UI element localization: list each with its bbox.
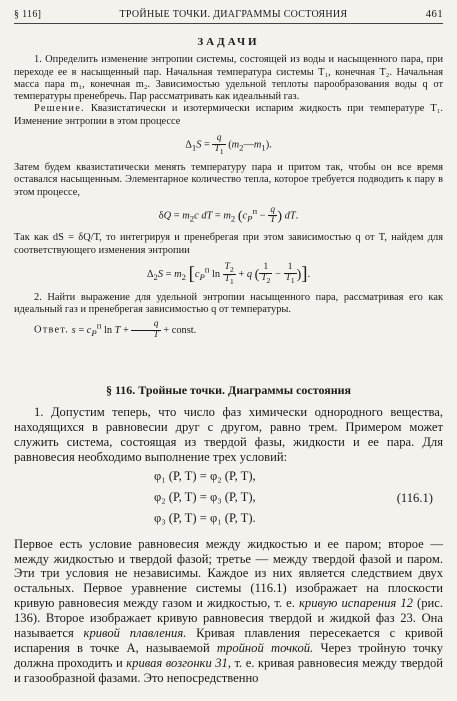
solution-text: Квазистатически и изотермически испарим жидкость при температуре T₁. Изменение энтропии в этом процессе [14,103,443,127]
text-integration: Так как dS = δQ/T, то интегрируя и пренебрегая при этом зависимостью q от T, найдем для соответствующего изменения энтропии [14,232,443,256]
section-paragraph-2 [14,537,443,686]
equation-system-116-1 [14,469,443,533]
para2-part-d: Через тройную точку должна проходить и [14,640,443,670]
term-evaporation-curve: кривую испарения 12 [299,596,413,611]
equation-delta1-s: $\Delta_1S$ = $\frac{q}{T_1}$ $(m_2—m_1)$. [185,133,272,156]
answer-line [14,319,443,340]
equation-line-2: φ₂ (P, T) = φ₃ (P, T), [154,489,256,504]
para2-part-a: Первое есть условие равновесия между жидкостью и ее паром; второе — между жидкостью и твердой фазой; третье — между твердой фазой и паром. Эти три условия не независимы. Каждое из них является следствием двух остальных. Первое уравнение системы (116.1) изображает на плоскости кривую равновесия между газом и жидкостью, т. е. [14,536,443,611]
problem-1-text: 1. Определить изменение энтропии системы, состоящей из воды и насыщенного пара, при переходе ее в насыщенный пар. Начальная температура системы T₁, конечная T₂. Начальная масса пара m₁, конечная m₂. Зависимостью удельной теплоты парообразования воды q от температуры пренебречь. Пар рассматривать как идеальный газ. [14,54,443,103]
term-sublimation-curve: кривая возгонки 31, [126,655,231,670]
equation-delta2-s: $\Delta_2S = m_2$ [$c_P^п$ ln $\frac{T_2}{T_1}$ + q ( $\frac{1}{T_2}$ − $\frac{1}{T_1}$ )]. [146,261,311,286]
para2-part-b: (рис. 136). Второе изображает кривую равновесия твердой и жидкой фаз 23. Она называется [14,596,444,641]
answer-formula: $s = c_P^п$ ln T + $\frac{q}{T}$ + const. [71,319,197,341]
running-title: ТРОЙНЫЕ ТОЧКИ. ДИАГРАММЫ СОСТОЯНИЯ [119,9,348,20]
equation-line-1: φ₁ (P, T) = φ₂ (P, T), [154,468,256,483]
problem-2-text: 2. Найти выражение для удельной энтропии насыщенного пара, рассматривая его как идеальный газ и пренебрегая зависимостью q от температуры. [14,291,443,316]
para2-part-e: т. е. кривая равновесия между твердой и газообразной фазами. Это непосредственно [14,655,444,685]
text-isentropic-step: Затем будем квазистатически менять температуру пара и притом так, чтобы он все время оставался насыщенным. Элементарное количество тепла, которое требуется подводить к пару в этом процессе, [14,161,443,198]
term-triple-point: тройной точкой. [216,640,314,655]
equation-line-3: φ₃ (P, T) = φ₁ (P, T). [154,510,256,525]
problems-block [14,36,443,341]
running-header [14,8,443,24]
equation-delta-q: $\delta Q = m_2c$ dT = $m_2$ ($c_P^п$ − $\frac{q}{T}$ ) dT. [158,204,299,226]
answer-label: Ответ. [34,324,70,336]
section-body [14,405,443,686]
page-number: 461 [425,8,443,20]
para2-part-c: Кривая плавления пересекается с кривой испарения в точке A, называемой [14,626,443,655]
section-paragraph-1: 1. Допустим теперь, что число фаз химически однородного вещества, находящихся в равновесии друг с другом, равно трем. Примером может служить система, состоящая из твердой фазы, жидкости и ее пара. Для равновесия необходимо выполнение трех условий: [14,405,443,464]
problems-heading: ЗАДАЧИ [197,36,260,48]
equation-number: (116.1) [396,490,433,505]
solution-paragraph [14,103,443,128]
section-mark: § 116] [14,9,42,20]
section-title: § 116. Тройные точки. Диаграммы состояния [105,383,352,397]
term-melting-curve: кривой плавления. [83,626,187,641]
solution-label: Решение. [34,103,85,115]
